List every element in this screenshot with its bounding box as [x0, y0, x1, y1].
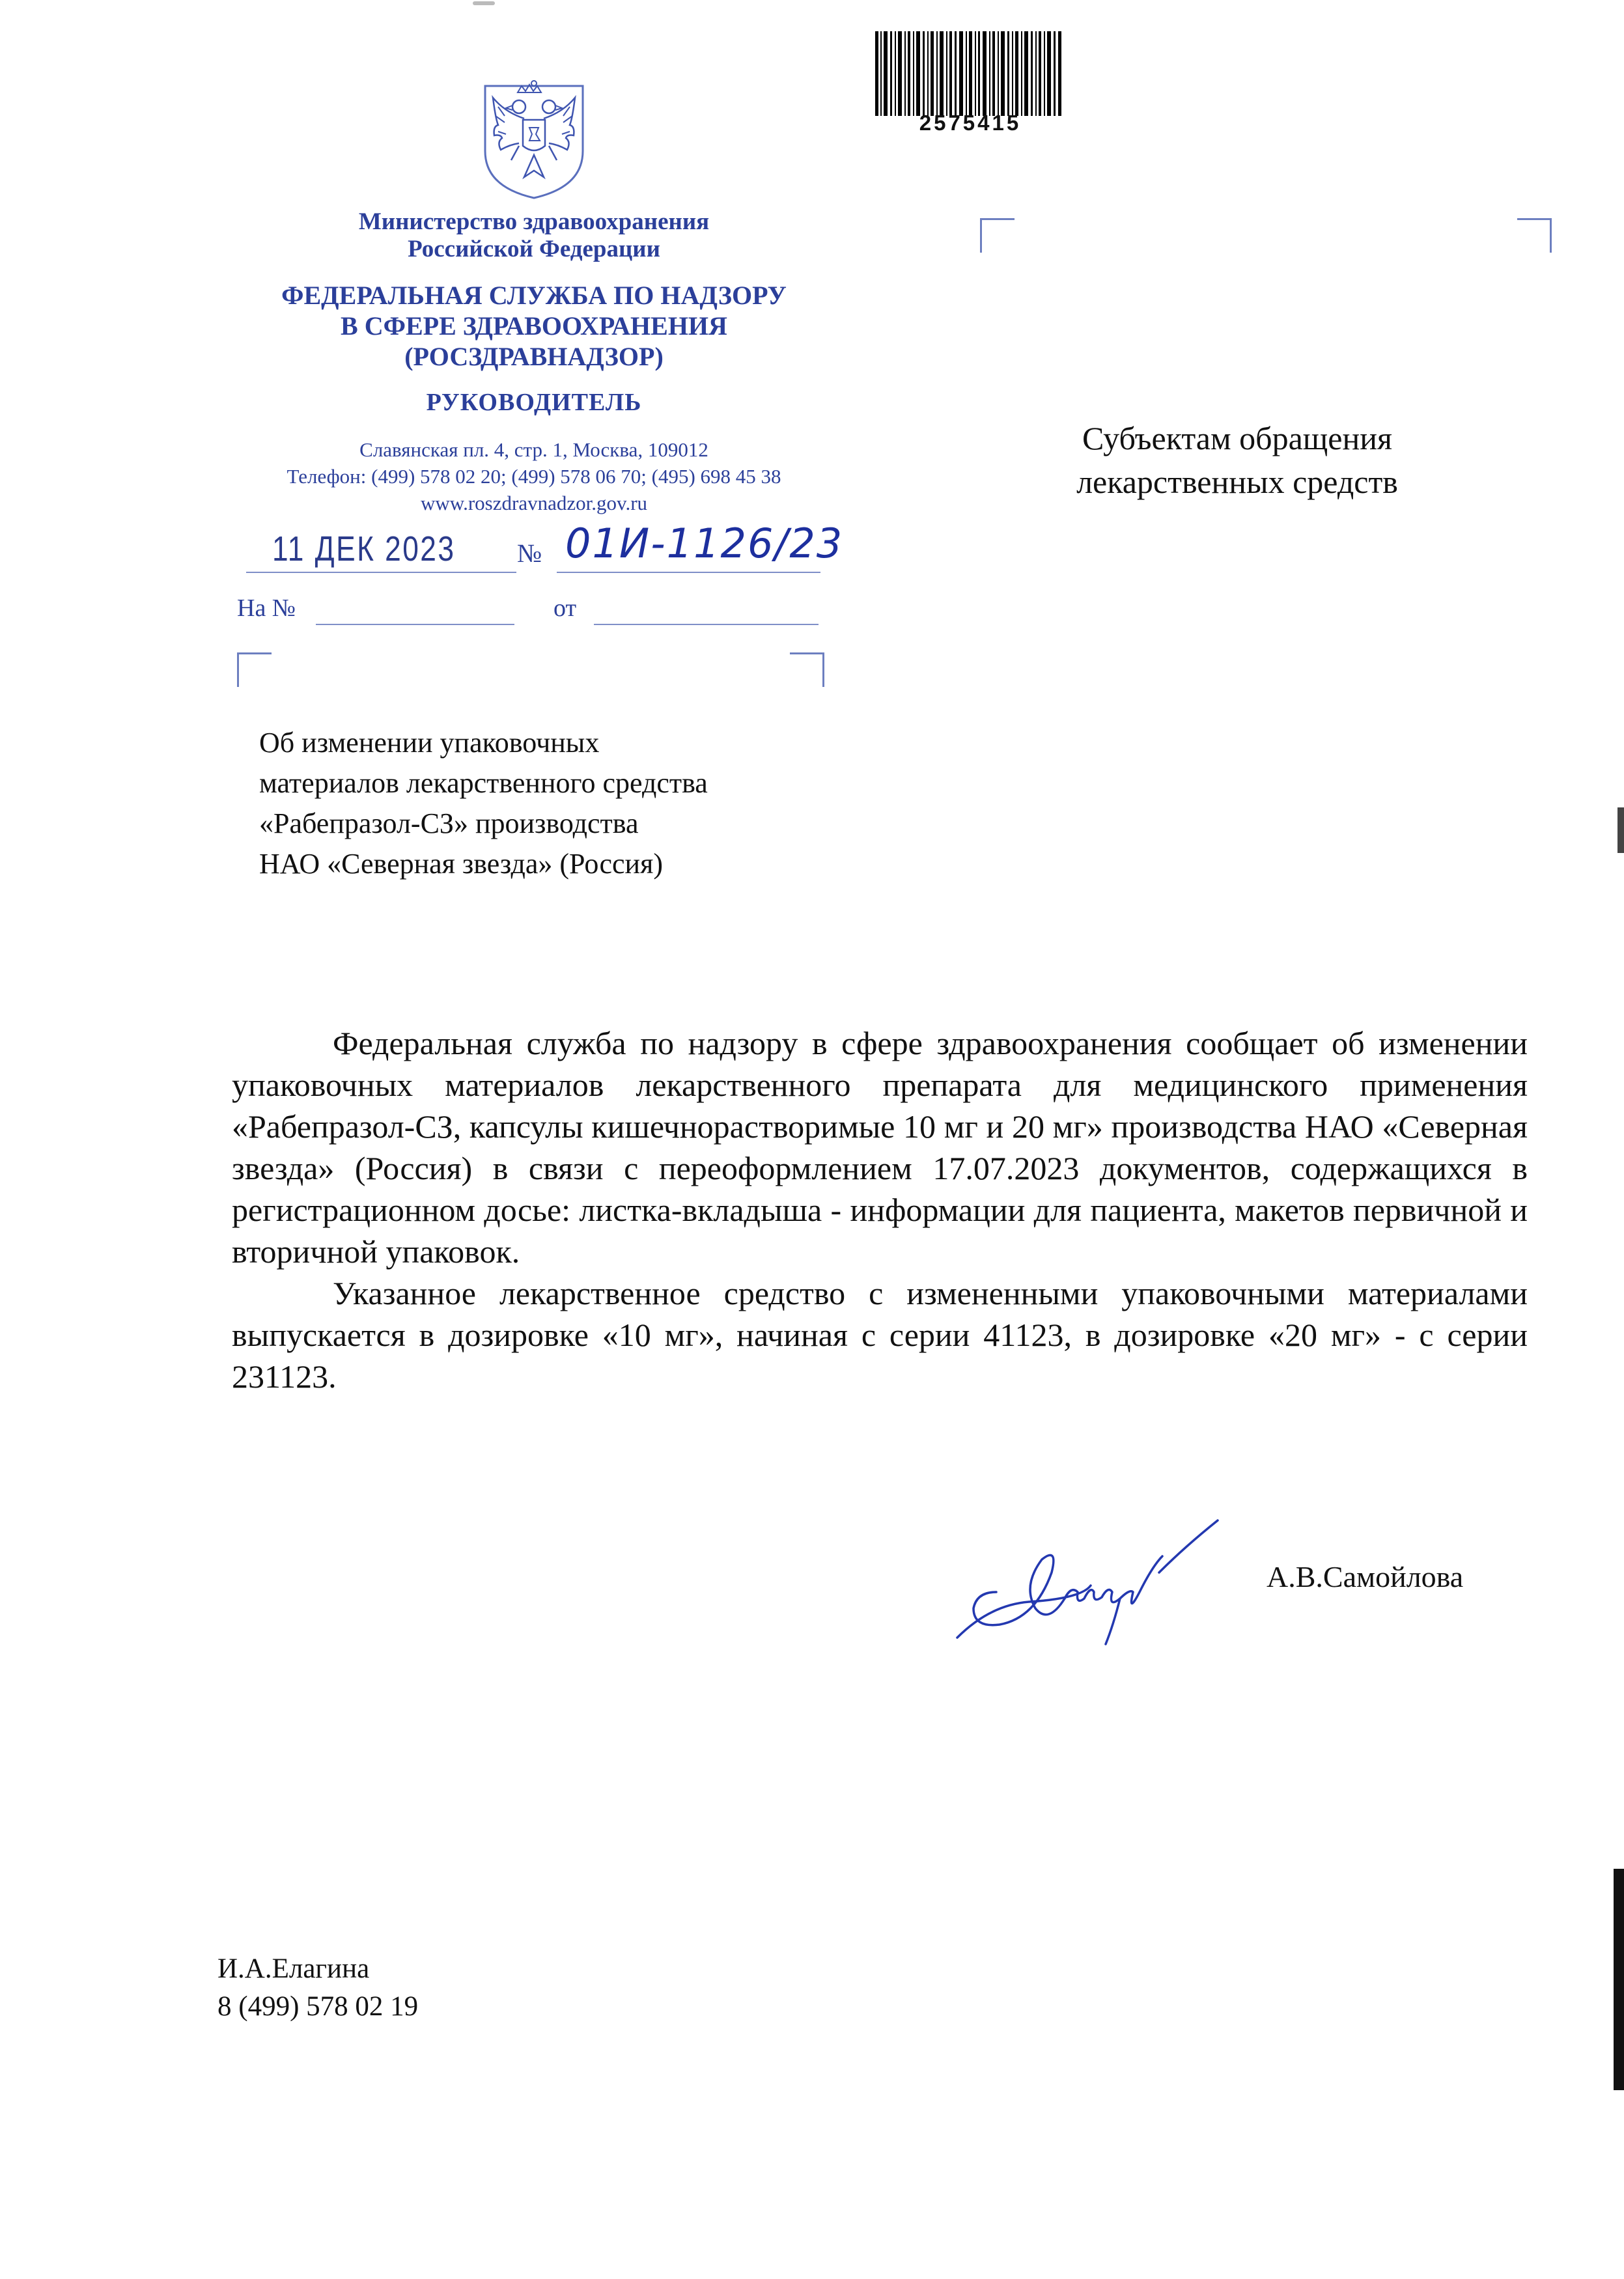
- subject-line: НАО «Северная звезда» (Россия): [259, 848, 663, 880]
- from-label: от: [553, 594, 577, 622]
- reply-to-field: [316, 624, 514, 625]
- date-underline: [246, 572, 516, 573]
- coat-of-arms-emblem: [479, 73, 589, 200]
- barcode-number: 2575415: [919, 111, 1022, 135]
- from-field: [594, 624, 819, 625]
- body-paragraph: Указанное лекарственное средство с измененными упаковочными материалами выпускается в дозировке «10 мг», начиная с серии 41123, в дозировке «20 мг» - с серии 231123.: [232, 1275, 1528, 1395]
- contact-block: [195, 436, 873, 516]
- service-line: (РОСЗДРАВНАДЗОР): [404, 342, 664, 371]
- corner-mark: [790, 652, 824, 687]
- addressee-line: Субъектам обращения: [1082, 420, 1392, 456]
- scan-artifact: [473, 1, 495, 5]
- handwritten-signature: [938, 1494, 1263, 1657]
- ministry-name: [234, 208, 833, 263]
- letter-subject: [259, 723, 845, 884]
- service-name: [195, 280, 873, 372]
- executor-phone: 8 (499) 578 02 19: [217, 1991, 419, 2022]
- service-line: ФЕДЕРАЛЬНАЯ СЛУЖБА ПО НАДЗОРУ: [281, 281, 787, 310]
- subject-line: материалов лекарственного средства: [259, 767, 708, 799]
- registration-number: 01И-1126/23: [565, 520, 844, 567]
- ministry-line: Министерство здравоохранения: [358, 208, 710, 235]
- corner-mark: [237, 652, 272, 687]
- corner-mark: [980, 218, 1015, 253]
- executor-name: И.А.Елагина: [217, 1953, 370, 1984]
- date-stamp: 11 ДЕК 2023: [272, 529, 456, 568]
- corner-mark: [1517, 218, 1552, 253]
- role-title: РУКОВОДИТЕЛЬ: [426, 389, 642, 416]
- website-link[interactable]: www.roszdravnadzor.gov.ru: [420, 492, 648, 514]
- scan-edge-mark: [1617, 807, 1624, 853]
- addressee: [1003, 417, 1472, 504]
- reply-to-label: На №: [237, 594, 296, 622]
- number-label: №: [517, 538, 542, 568]
- scan-edge-mark: [1614, 1869, 1624, 2090]
- barcode: [873, 31, 1068, 116]
- service-line: В СФЕРЕ ЗДРАВООХРАНЕНИЯ: [341, 311, 727, 341]
- number-underline: [557, 572, 820, 573]
- postal-address: Славянская пл. 4, стр. 1, Москва, 109012: [359, 438, 708, 461]
- subject-line: «Рабепразол-СЗ» производства: [259, 807, 639, 839]
- executor-info: [217, 1950, 418, 2026]
- signer-name: А.В.Самойлова: [1267, 1560, 1464, 1593]
- subject-line: Об изменении упаковочных: [259, 727, 600, 759]
- addressee-line: лекарственных средств: [1076, 464, 1398, 500]
- letter-body: [232, 1022, 1528, 1397]
- phone-numbers: Телефон: (499) 578 02 20; (499) 578 06 70; (495) 698 45 38: [287, 465, 781, 488]
- body-paragraph: Федеральная служба по надзору в сфере здравоохранения сообщает об изменении упаковочных материалов лекарственного препарата для медицинского применения «Рабепразол-СЗ, капсулы кишечнорастворимые 10 мг и 20 мг» производства НАО «Северная звезда» (Россия) в связи с переоформлением 17.07.2023 документов, содержащихся в регистрационном досье: листка-вкладыша - информации для пациента, макетов первичной и вторичной упаковок.: [232, 1025, 1528, 1270]
- ministry-line: Российской Федерации: [408, 236, 660, 262]
